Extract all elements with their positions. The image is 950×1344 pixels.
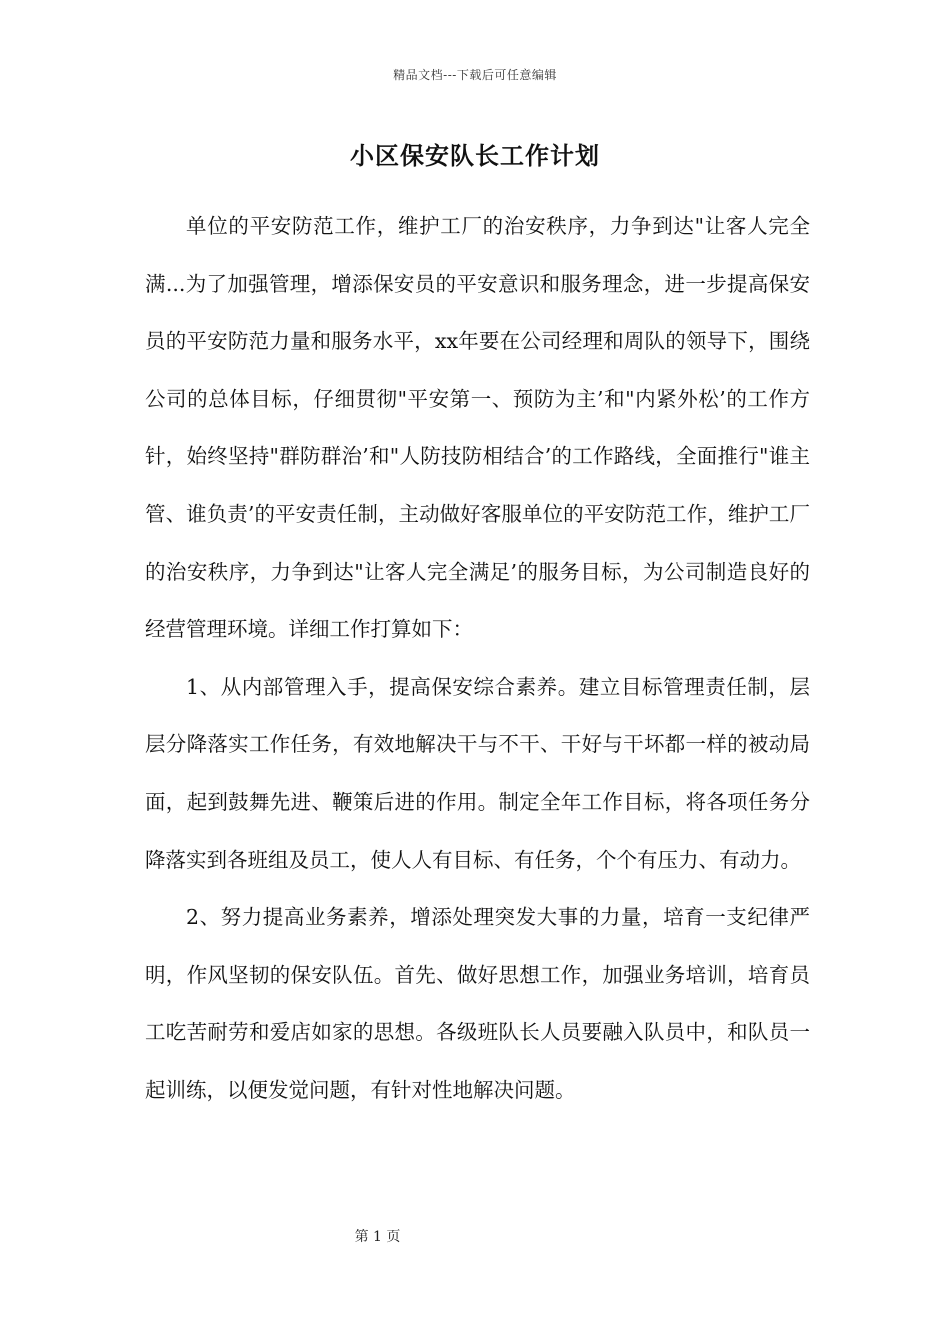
- document-body: [145, 198, 810, 1120]
- page-number: 第 1 页: [354, 1229, 401, 1245]
- header-note: 精品文档---下载后可任意编辑: [393, 68, 557, 82]
- paragraph-item-2: 2、努力提高业务素养，增添处理突发大事的力量，培育一支纪律严明，作风坚韧的保安队伍。首先、做好思想工作，加强业务培训，培育员工吃苦耐劳和爱店如家的思想。各级班队长人员要融入队员中，和队员一起训练，以便发觉问题，有针对性地解决问题。: [145, 905, 810, 1102]
- paragraph-intro: 单位的平安防范工作，维护工厂的治安秩序，力争到达"让客人完全满...为了加强管理，增添保安员的平安意识和服务理念，进一步提高保安员的平安防范力量和服务水平，xx年要在公司经理和周队的领导下，围绕公司的总体目标，仔细贯彻"平安第一、预防为主’和"内紧外松’的工作方针，始终坚持"群防群治’和"人防技防相结合’的工作路线，全面推行"谁主管、谁负责’的平安责任制，主动做好客服单位的平安防范工作，维护工厂的治安秩序，力争到达"让客人完全满足’的服务目标，为公司制造良好的经营管理环境。详细工作打算如下：: [145, 214, 810, 642]
- document-title: 小区保安队长工作计划: [350, 141, 600, 170]
- paragraph-item-1: 1、从内部管理入手，提高保安综合素养。建立目标管理责任制，层层分降落实工作任务，有效地解决干与不干、干好与干坏都一样的被动局面，起到鼓舞先进、鞭策后进的作用。制定全年工作目标，将各项任务分降落实到各班组及员工，使人人有目标、有任务，个个有压力、有动力。: [145, 674, 810, 872]
